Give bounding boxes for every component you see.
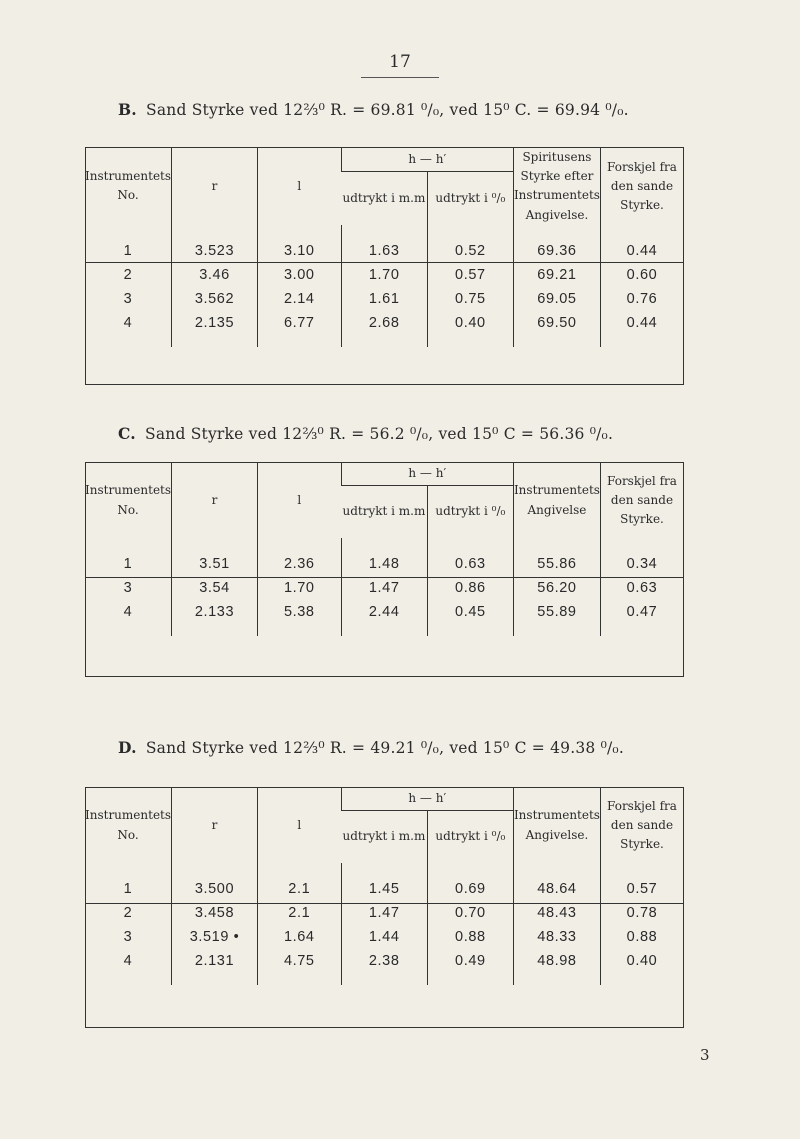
col-l-header: l <box>257 148 341 225</box>
cell-l: 4.75 <box>257 949 341 985</box>
cell-forskjel: 0.60 <box>600 263 683 287</box>
col-pct-header: udtrykt i ⁰/₀ <box>427 811 513 864</box>
section-b-heading <box>118 100 758 119</box>
cell-angivelse: 48.43 <box>513 901 600 925</box>
page-number-rule <box>361 77 439 78</box>
cell-instrument: 1 <box>123 881 133 897</box>
cell-pct: 0.52 <box>427 225 513 263</box>
cell-mm: 2.68 <box>341 311 427 347</box>
cell-angivelse: 69.36 <box>513 225 600 263</box>
section-b-table <box>85 148 683 347</box>
cell-forskjel: 0.76 <box>600 287 683 311</box>
cell-forskjel: 0.78 <box>600 901 683 925</box>
cell-mm: 2.44 <box>341 600 427 636</box>
cell-r: 2.135 <box>172 311 258 347</box>
cell-l: 1.64 <box>257 925 341 949</box>
cell-mm: 1.44 <box>341 925 427 949</box>
cell-l: 3.00 <box>257 263 341 287</box>
section-b-letter: B. <box>118 100 137 119</box>
col-l-header: l <box>257 788 341 863</box>
table-row <box>85 576 683 600</box>
cell-mm: 1.48 <box>341 538 427 576</box>
cell-angivelse: 55.86 <box>513 538 600 576</box>
section-b-header-rule <box>85 262 683 263</box>
cell-pct: 0.75 <box>427 287 513 311</box>
section-c-table <box>85 463 683 636</box>
cell-mm: 1.70 <box>341 263 427 287</box>
cell-r: 3.519 • <box>172 925 258 949</box>
cell-l: 2.36 <box>257 538 341 576</box>
page-number: 17 <box>389 52 411 72</box>
section-d-title: Sand Styrke ved 12⅔⁰ R. = 49.21 ⁰/₀, ved 15⁰ C = 49.38 ⁰/₀. <box>145 739 624 757</box>
cell-forskjel: 0.47 <box>600 600 683 636</box>
cell-instrument: 1 <box>123 242 133 259</box>
cell-mm: 1.61 <box>341 287 427 311</box>
cell-pct: 0.63 <box>427 538 513 576</box>
cell-instrument: 4 <box>123 604 133 620</box>
col-r-header: r <box>172 788 258 863</box>
cell-angivelse: 69.50 <box>513 311 600 347</box>
cell-mm: 1.47 <box>341 576 427 600</box>
cell-pct: 0.88 <box>427 925 513 949</box>
cell-mm: 1.45 <box>341 863 427 901</box>
table-row <box>85 600 683 636</box>
col-mm-header: udtrykt i m.m <box>342 829 426 844</box>
cell-forskjel: 0.57 <box>600 863 683 901</box>
cell-l: 2.14 <box>257 287 341 311</box>
col-angivelse-header: Instrumentets Angivelse. <box>513 788 600 863</box>
col-instrument-header: Instrumentets No. <box>85 808 172 842</box>
cell-forskjel: 0.63 <box>600 576 683 600</box>
cell-instrument: 3 <box>123 580 133 596</box>
table-row <box>85 863 683 901</box>
cell-angivelse: 48.64 <box>513 863 600 901</box>
cell-angivelse: 48.33 <box>513 925 600 949</box>
section-d-heading <box>118 738 758 757</box>
cell-r: 3.500 <box>172 863 258 901</box>
cell-pct: 0.86 <box>427 576 513 600</box>
cell-r: 3.51 <box>172 538 258 576</box>
cell-pct: 0.45 <box>427 600 513 636</box>
cell-l: 6.77 <box>257 311 341 347</box>
cell-mm: 2.38 <box>341 949 427 985</box>
cell-forskjel: 0.40 <box>600 949 683 985</box>
cell-l: 5.38 <box>257 600 341 636</box>
section-b-title: Sand Styrke ved 12⅔⁰ R. = 69.81 ⁰/₀, ved 15⁰ C. = 69.94 ⁰/₀. <box>146 101 629 119</box>
cell-r: 3.54 <box>172 576 258 600</box>
table-row <box>85 311 683 347</box>
cell-forskjel: 0.44 <box>600 311 683 347</box>
table-row <box>85 949 683 985</box>
col-r-header: r <box>172 148 258 225</box>
col-instrument-header: Instrumentets No. <box>85 169 172 203</box>
cell-angivelse: 55.89 <box>513 600 600 636</box>
cell-mm: 1.47 <box>341 901 427 925</box>
table-row <box>85 901 683 925</box>
footer-number: 3 <box>700 1046 710 1064</box>
col-pct-header: udtrykt i ⁰/₀ <box>427 486 513 539</box>
section-c-heading <box>118 424 758 443</box>
col-r-header: r <box>172 463 258 538</box>
cell-r: 3.562 <box>172 287 258 311</box>
cell-angivelse: 48.98 <box>513 949 600 985</box>
cell-pct: 0.40 <box>427 311 513 347</box>
cell-r: 3.46 <box>172 263 258 287</box>
cell-r: 2.133 <box>172 600 258 636</box>
cell-pct: 0.57 <box>427 263 513 287</box>
cell-forskjel: 0.44 <box>600 225 683 263</box>
cell-forskjel: 0.88 <box>600 925 683 949</box>
cell-instrument: 1 <box>123 556 133 572</box>
cell-pct: 0.69 <box>427 863 513 901</box>
section-d-letter: D. <box>118 738 137 757</box>
col-forskjel-header: Forskjel fra den sande Styrke. <box>600 148 683 225</box>
cell-l: 3.10 <box>257 225 341 263</box>
cell-instrument: 2 <box>123 905 133 921</box>
col-l-header: l <box>257 463 341 538</box>
cell-pct: 0.49 <box>427 949 513 985</box>
col-forskjel-header: Forskjel fra den sande Styrke. <box>600 788 683 863</box>
table-row <box>85 263 683 287</box>
cell-l: 2.1 <box>257 901 341 925</box>
section-c-title: Sand Styrke ved 12⅔⁰ R. = 56.2 ⁰/₀, ved 15⁰ C = 56.36 ⁰/₀. <box>145 425 614 443</box>
section-d-table <box>85 788 683 985</box>
cell-l: 1.70 <box>257 576 341 600</box>
section-d-header-rule <box>85 903 683 904</box>
cell-r: 2.131 <box>172 949 258 985</box>
col-h-h-header: h — h′ <box>341 463 513 486</box>
col-pct-header: udtrykt i ⁰/₀ <box>427 171 513 225</box>
col-mm-header: udtrykt i m.m <box>342 504 426 519</box>
cell-instrument: 3 <box>123 290 133 307</box>
cell-instrument: 4 <box>123 314 133 331</box>
col-h-h-header: h — h′ <box>341 788 513 811</box>
cell-angivelse: 69.05 <box>513 287 600 311</box>
cell-instrument: 4 <box>123 953 133 969</box>
cell-angivelse: 56.20 <box>513 576 600 600</box>
col-forskjel-header: Forskjel fra den sande Styrke. <box>600 463 683 538</box>
table-row <box>85 225 683 263</box>
table-row <box>85 538 683 576</box>
cell-l: 2.1 <box>257 863 341 901</box>
col-h-h-header: h — h′ <box>341 148 513 171</box>
col-instrument-header: Instrumentets No. <box>85 483 172 517</box>
section-c-letter: C. <box>118 424 136 443</box>
cell-r: 3.523 <box>172 225 258 263</box>
cell-mm: 1.63 <box>341 225 427 263</box>
cell-instrument: 2 <box>123 266 133 283</box>
table-row <box>85 925 683 949</box>
cell-pct: 0.70 <box>427 901 513 925</box>
col-mm-header: udtrykt i m.m <box>342 190 426 205</box>
section-c-header-rule <box>85 577 683 578</box>
col-angivelse-header: Spiritusens Styrke efter Instrumentets Angivelse. <box>513 148 600 225</box>
cell-instrument: 3 <box>123 929 133 945</box>
cell-r: 3.458 <box>172 901 258 925</box>
table-row <box>85 287 683 311</box>
cell-forskjel: 0.34 <box>600 538 683 576</box>
cell-angivelse: 69.21 <box>513 263 600 287</box>
col-angivelse-header: Instrumentets Angivelse <box>513 463 600 538</box>
